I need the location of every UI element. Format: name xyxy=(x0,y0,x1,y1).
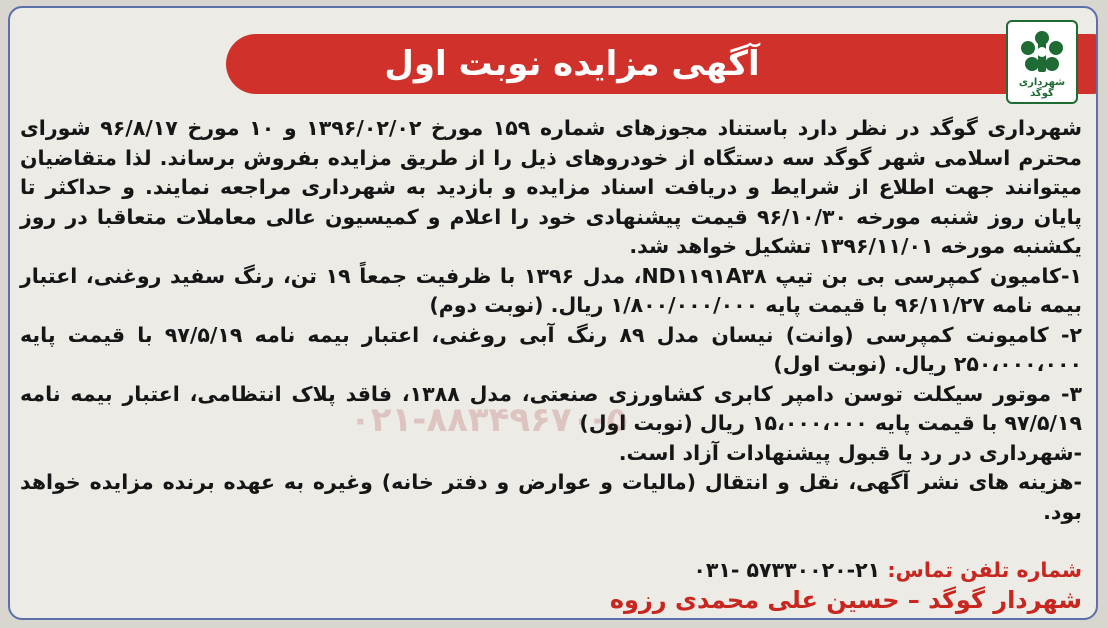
watermark-phone: ۰۲۱-۸۸۳۴۹۶۷۰-۵ xyxy=(350,400,628,440)
item-1: ۱-کامیون کمپرسی بی بن تیپ ND۱۱۹۱A۳۸، مدل ۱۳۹۶ با ظرفیت جمعاً ۱۹ تن، رنگ سفید روغنی، اعتبار بیمه نامه ۹۶/۱۱/۲۷ با قیمت پایه ۱/۸۰۰/۰۰۰/۰۰۰ ریال. (نوبت دوم) xyxy=(20,263,1082,317)
item-2: ۲- کامیونت کمپرسی (وانت) نیسان مدل ۸۹ رنگ آبی روغنی، اعتبار بیمه نامه ۹۷/۵/۱۹ با قیمت پایه ۲۵۰،۰۰۰،۰۰۰ ریال. (نوبت اول) xyxy=(20,322,1082,376)
municipality-logo xyxy=(1006,20,1078,104)
title-banner xyxy=(226,34,1098,94)
signature: شهردار گوگد – حسین علی محمدی رزوه xyxy=(609,586,1082,614)
condition-2: -هزینه های نشر آگهی، نقل و انتقال (مالیات و عوارض و دفتر خانه) وغیره به عهده برنده مزایده خواهد بود. xyxy=(20,470,1082,524)
intro-paragraph: شهرداری گوگد در نظر دارد باستناد مجوزهای شماره ۱۵۹ مورخ ۱۳۹۶/۰۲/۰۲ و ۱۰ مورخ ۹۶/۸/۱۷ شورای محترم اسلامی شهر گوگد سه دستگاه از خودروهای ذیل را از طریق مزایده بفروش برساند. لذا متقاضیان میتوانند جهت اطلاع از شرایط و دریافت اسناد مزایده و بازدید به شهرداری مراجعه نمایند. و حداکثر تا پایان روز شنبه مورخه ۹۶/۱۰/۳۰ قیمت پیشنهادی خود را اعلام و کمیسیون عالی معاملات متعاقبا در روز یکشنبه مورخه ۱۳۹۶/۱۱/۰۱ تشکیل خواهد شد. xyxy=(20,116,1083,258)
advertisement-card xyxy=(8,6,1098,620)
contact-line xyxy=(20,556,1082,584)
municipality-emblem-icon xyxy=(1016,28,1068,84)
condition-1: -شهرداری در رد یا قبول پیشنهادات آزاد است. xyxy=(618,440,1082,465)
logo-caption: شهرداری گوگد xyxy=(1018,77,1066,99)
contact-phone: ۲۱-۵۷۳۳۰۰۲۰ -۰۳۱ xyxy=(693,558,881,582)
notice-body xyxy=(20,114,1082,584)
page-title: آگهی مزایده نوبت اول xyxy=(384,44,760,84)
item-3: ۳- موتور سیکلت توسن دامپر کابری کشاورزی صنعتی، مدل ۱۳۸۸، فاقد پلاک انتظامی، اعتبار بیمه نامه ۹۷/۵/۱۹ با قیمت پایه ۱۵،۰۰۰،۰۰۰ ریال (نوبت اول) xyxy=(20,381,1082,435)
contact-label: شماره تلفن تماس: xyxy=(887,558,1082,582)
